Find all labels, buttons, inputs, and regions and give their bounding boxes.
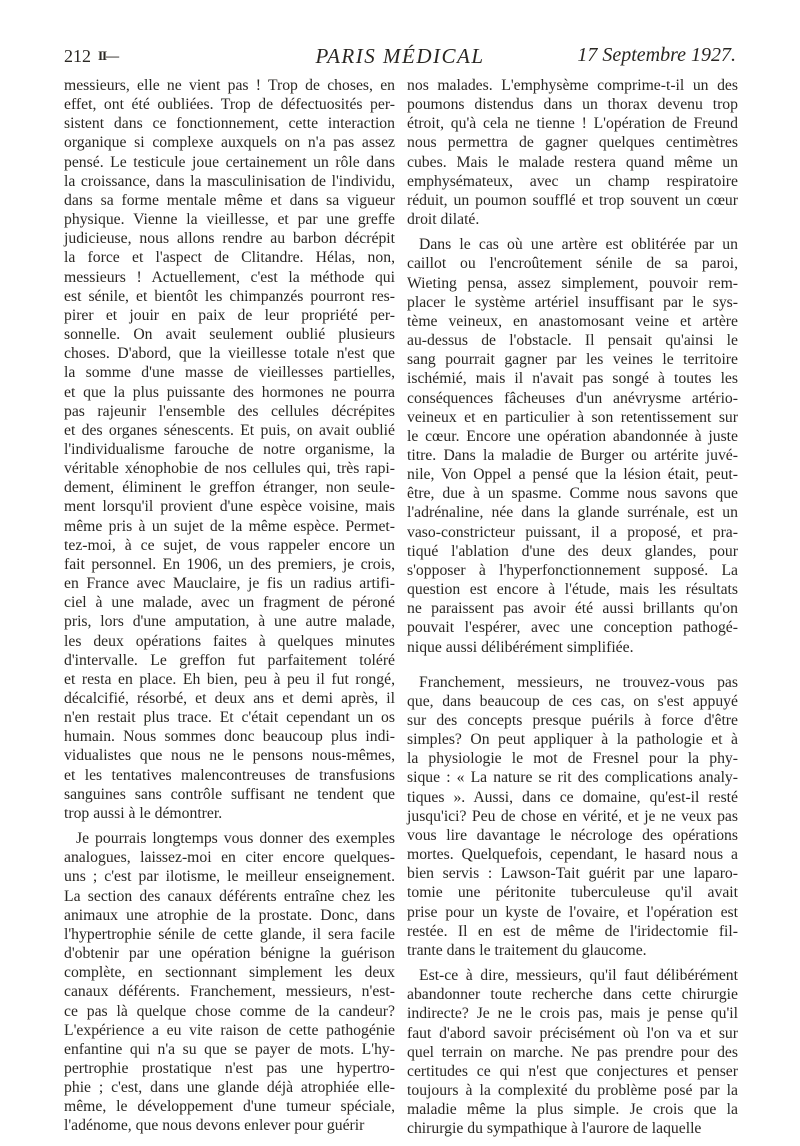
text-line: mortes. Quelquefois, cependant, le hasard nous a: [407, 846, 738, 864]
text-line: messieurs ! Actuellement, c'est la méthode qui: [64, 268, 395, 286]
text-line: pirer et jouir en paix de leur propriété per-: [64, 306, 395, 324]
text-line: Wieting pensa, assez simplement, pouvoir rem-: [407, 274, 738, 292]
text-line: sanguines sans contrôle suffisant ne tendent que: [64, 785, 395, 803]
text-line: ciel à une malade, avec un fragment de péroné: [64, 594, 395, 612]
text-line: judicieuse, nous allons rendre au barbon décrépit: [64, 230, 395, 248]
text-line: indirecte? Je ne le crois pas, mais je pense qu'il: [407, 1005, 738, 1023]
text-line: sur des concepts presque puérils à force d'être: [407, 712, 738, 729]
text-line: Franchement, messieurs, ne trouvez-vous pas: [419, 673, 738, 691]
text-line: fait personnel. En 1906, un des premiers, je crois,: [64, 555, 395, 573]
text-line: chirurgie du sympathique à l'aurore de laquelle: [407, 1120, 702, 1138]
issue-date: 17 Septembre 1927.: [577, 44, 736, 66]
text-line: effet, ont été oubliées. Trop de défectuosités per-: [64, 96, 395, 114]
page-number: 212: [64, 46, 91, 66]
text-line: ment lorsqu'il provient d'une espèce voisine, mais: [64, 498, 395, 516]
text-line: tème veineux, en anastomosant veine et artère: [407, 312, 738, 330]
paragraph: [407, 673, 738, 960]
text-line: vaso-constricteur puissant, il a proposé, et pra-: [407, 523, 738, 541]
text-line: la croissance, dans la masculinisation de l'individu,: [64, 172, 395, 190]
text-line: tiques ». Aussi, dans ce domaine, qu'est-il resté: [407, 788, 738, 806]
text-line: La section des canaux déférents entraîne chez les: [64, 887, 395, 905]
text-line: tomie une péritonite tuberculeuse qu'il avait: [407, 884, 738, 902]
text-line: pouvait l'espérer, avec une conception pathogé-: [407, 619, 738, 637]
text-line: phie ; c'est, dans une glande déjà atrophiée elle-: [64, 1079, 395, 1097]
text-line: jusqu'ici? Peu de chose en vérité, et je ne veux pas: [407, 807, 738, 825]
text-line: et les tentatives malencontreuses de transfusions: [64, 766, 395, 784]
text-line: pensé. Le testicule joue certainement un rôle dans: [64, 153, 395, 171]
text-line: complète, en sectionnant simplement les deux: [64, 964, 395, 982]
text-line: Je pourrais longtemps vous donner des exemples: [76, 830, 395, 848]
text-line: abandonner toute recherche dans cette chirurgie: [407, 986, 738, 1004]
paragraph: [64, 829, 395, 1136]
text-line: pris, lors d'une amputation, à une autre malade,: [64, 613, 395, 631]
text-line: réduit, un poumon soufflé et trop souvent un cœur: [407, 191, 738, 209]
text-line: animaux une atrophie de la prostate. Donc, dans: [64, 906, 395, 924]
text-line: s'opposer à l'hyperfonctionnement supposé. La: [407, 561, 738, 579]
text-line: nous permettra de gagner quelques centimètres: [407, 134, 738, 152]
text-line: étroit, qu'à cela ne tienne ! L'opération de Freund: [407, 115, 738, 133]
text-line: et des organes sénescents. Et puis, on avait oublié: [64, 421, 395, 439]
text-line: décalcifié, résorbé, et deux ans et demi après, il: [64, 690, 395, 707]
text-line: et resta en place. Eh bien, peu à peu il fut rongé,: [64, 670, 395, 688]
text-line: tiqué l'ablation d'une des deux glandes, pour: [407, 542, 738, 560]
text-line: physique. Vienne la vieillesse, et par une greffe: [64, 211, 395, 229]
text-line: veineux et en particulier à son retentissement sur: [407, 408, 738, 426]
text-line: que, dans beaucoup de ces cas, on s'est appuyé: [407, 692, 738, 710]
paragraph: [407, 235, 738, 656]
text-line: même, le développement d'une tumeur spéciale,: [64, 1098, 395, 1116]
paragraph: [407, 966, 738, 1138]
journal-title: PARIS MÉDICAL: [315, 44, 485, 68]
text-line: nique aussi délibérément simplifiée.: [407, 638, 634, 656]
text-line: ce pas là quelque chose comme de la candeur?: [64, 1002, 395, 1020]
text-line: trante dans le traitement du glaucome.: [407, 941, 647, 959]
text-line: en France avec Mauclaire, je fis un radius artifi-: [64, 575, 395, 593]
text-line: organique si complexe auxquels on n'a pas assez: [64, 134, 395, 152]
page-header: [64, 44, 736, 74]
text-line: au-dessus de l'obstacle. Il pensait qu'ainsi le: [407, 332, 738, 350]
text-line: la somme d'une masse de vieillesses partielles,: [64, 364, 395, 382]
text-line: Est-ce à dire, messieurs, qu'il faut délibérément: [419, 967, 738, 985]
text-line: vidualistes que nous ne le pensons nous-mêmes,: [64, 747, 395, 765]
paragraph: [64, 76, 395, 823]
text-line: pas rajeunir l'ensemble des cellules décrépites: [64, 402, 395, 420]
text-line: Dans le cas où une artère est oblitérée par un: [419, 236, 738, 254]
text-line: bien servis : Lawson-Tait guérit par une laparo-: [407, 865, 738, 883]
text-line: droit dilaté.: [407, 211, 480, 229]
text-line: ne paraissent pas avoir été aussi brillants qu'on: [407, 600, 738, 618]
text-line: ischémié, mais il n'avait pas songé à toutes les: [407, 370, 738, 388]
text-line: et que la plus puissante des hormones ne pourra: [64, 383, 395, 401]
text-line: être, due à un spasme. Comme nous savons que: [407, 485, 738, 503]
text-line: toujours à la complexité du problème posé par la: [407, 1081, 738, 1099]
text-line: faut d'abord savoir précisément où l'on va et sur: [407, 1024, 738, 1042]
text-line: emphysémateux, avec un champ respiratoire: [407, 172, 738, 190]
text-line: la physiologie le mot de Fresnel pour la phy-: [407, 750, 738, 768]
text-line: certitudes ce qui n'est que conjectures et penser: [407, 1062, 738, 1080]
text-line: d'obtenir par une opération bénigne la guérison: [64, 945, 395, 963]
text-line: conséquences fâcheuses d'un anévrysme artério-: [407, 389, 738, 407]
text-line: est sénile, et bientôt les chimpanzés pourront res-: [64, 287, 395, 305]
text-line: trop aussi à le démontrer.: [64, 804, 223, 822]
text-line: analogues, laissez-moi en citer encore quelques-: [64, 849, 395, 867]
text-line: l'individualisme farouche de notre organisme, la: [64, 440, 395, 458]
text-line: question est encore à l'étude, mais les résultats: [407, 581, 738, 599]
text-line: cubes. Mais le malade restera quand même un: [407, 153, 738, 171]
text-line: L'expérience a eu vite raison de cette pathogénie: [64, 1021, 395, 1039]
text-line: pertrophie prostatique n'est pas une hypertro-: [64, 1059, 395, 1077]
text-line: humain. Nous sommes donc beaucoup plus indi-: [64, 728, 395, 746]
text-line: quel terrain on marche. Ne pas prendre pour des: [407, 1043, 738, 1061]
text-line: prise pour un kyste de l'ovaire, et l'opération est: [407, 903, 738, 921]
text-line: caillot ou l'encroûtement sénile de sa paroi,: [407, 255, 738, 273]
text-line: maladie même la plus simple. Je crois que la: [407, 1101, 738, 1119]
text-line: titre. Dans la maladie de Burger ou artérite juvé-: [407, 446, 738, 464]
text-line: dans sa forme mentale même et dans sa vigueur: [64, 191, 395, 209]
text-line: uns ; c'est par ilotisme, le meilleur enseignement.: [64, 868, 395, 886]
right-text-column: [407, 76, 738, 1138]
text-line: dement, éliminent le greffon étranger, non seule-: [64, 479, 395, 497]
text-line: l'hypertrophie sénile de cette glande, il sera facile: [64, 925, 395, 943]
text-line: même pris à un sujet de la même espèce. Permet-: [64, 517, 395, 535]
text-line: canaux déférents. Franchement, messieurs, n'est-: [64, 983, 395, 1001]
text-line: nos malades. L'emphysème comprime-t-il un des: [407, 77, 738, 94]
text-line: nile, Von Oppel a pensé que la lésion était, peut-: [407, 466, 738, 484]
text-line: sistent dans ce fonctionnement, cette interaction: [64, 115, 395, 133]
text-line: tez-moi, à ce sujet, de vous rappeler encore un: [64, 536, 395, 554]
text-line: restée. Il en est de même de l'iridectomie fil-: [407, 922, 738, 940]
left-text-column: [64, 76, 395, 1135]
text-line: d'intervalle. Le greffon fut parfaitement toléré: [64, 651, 395, 669]
text-line: les deux opérations faites à quelques minutes: [64, 632, 395, 650]
text-line: véritable xénophobie de nos cellules qui, très rapi-: [64, 460, 395, 478]
text-line: n'en restait plus trace. Et c'était cependant un os: [64, 709, 395, 727]
text-line: simples? On peut appliquer à la pathologie et à: [407, 731, 738, 749]
text-line: choses. D'abord, que la vieillesse totale n'est que: [64, 345, 395, 363]
text-line: l'adrénaline, née dans la glande surrénale, est un: [407, 504, 738, 522]
paragraph: [407, 76, 738, 229]
text-line: placer le système artériel insuffisant par le sys-: [407, 293, 738, 311]
text-line: l'adénome, que nous devons enlever pour guérir: [64, 1117, 365, 1135]
text-line: sang pourrait gagner par les veines le territoire: [407, 351, 738, 369]
text-line: la force et l'aspect de Clitandre. Hélas, non,: [64, 249, 395, 267]
text-line: le cœur. Encore une opération abandonnée à juste: [407, 427, 738, 445]
text-line: sique : « La nature se rit des complications analy-: [407, 769, 738, 787]
text-line: poumons distendus dans un thorax devenu trop: [407, 96, 738, 114]
journal-logo-mark: II—: [98, 48, 119, 63]
text-line: enfantine qui n'a su que se payer de mots. L'hy-: [64, 1040, 395, 1058]
text-line: vous lire davantage le nécrologe des opérations: [407, 826, 738, 844]
text-line: sonnelle. On avait seulement oublié plusieurs: [64, 326, 395, 344]
text-line: messieurs, elle ne vient pas ! Trop de choses, en: [64, 77, 395, 94]
